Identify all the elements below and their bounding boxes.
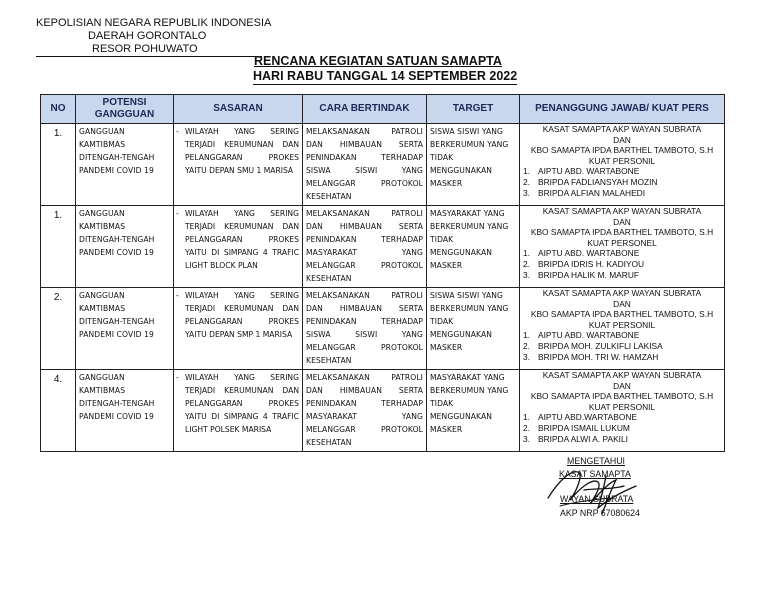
- pj-kasat: KASAT SAMAPTA AKP WAYAN SUBRATA: [542, 288, 702, 298]
- signature-approval-label: MENGETAHUI: [567, 456, 625, 466]
- pj-kuat: KUAT PERSONIL: [588, 401, 656, 412]
- pj-and: DAN: [613, 380, 631, 391]
- member-item: [522, 248, 722, 259]
- member-item: [522, 341, 722, 352]
- cell-target: MASYARAKAT YANG BERKERUMUN YANG TIDAK MENGGUNAKAN MASKER: [427, 206, 520, 288]
- sasaran-text: WILAYAH YANG SERING TERJADI KERUMUNAN DAN PELANGGARAN PROKES YAITU DI SIMPANG 4 TRAFIC LIGHT BLOCK PLAN: [185, 209, 299, 270]
- member-name: AIPTU ABD. WARTABONE: [538, 166, 640, 177]
- org-name: KEPOLISIAN NEGARA REPUBLIK INDONESIA: [36, 17, 272, 29]
- member-item: [522, 270, 722, 281]
- sasaran-text: WILAYAH YANG SERING TERJADI KERUMUNAN DAN PELANGGARAN PROKES YAITU DEPAN SMU 1 MARISA: [185, 127, 299, 175]
- col-header-pj: PENANGGUNG JAWAB/ KUAT PERS: [520, 95, 725, 124]
- pj-kbo: KBO SAMAPTA IPDA BARTHEL TAMBOTO, S.H: [530, 309, 714, 320]
- cell-potensi: GANGGUAN KAMTIBMAS DITENGAH-TENGAH PANDEMI COVID 19: [76, 370, 174, 452]
- member-item: [522, 412, 722, 423]
- col-header-target: TARGET: [427, 95, 520, 124]
- pj-and: DAN: [613, 298, 631, 309]
- member-number: 2.: [523, 340, 530, 351]
- member-number: 3.: [523, 269, 530, 280]
- member-number: 2.: [523, 176, 530, 187]
- table-row: [41, 370, 725, 452]
- member-number: 3.: [523, 187, 530, 198]
- member-name: BRIPDA MOH. TRI W. HAMZAH: [538, 351, 659, 362]
- member-name: AIPTU ABD.WARTABONE: [538, 412, 637, 423]
- pj-kuat: KUAT PERSONIL: [588, 319, 656, 330]
- col-header-no: NO: [41, 95, 76, 124]
- pj-kbo: KBO SAMAPTA IPDA BARTHEL TAMBOTO, S.H: [530, 145, 714, 156]
- cell-sasaran: [174, 124, 303, 206]
- pj-and: DAN: [613, 216, 631, 227]
- member-number: 3.: [523, 351, 530, 362]
- member-name: BRIPDA HALIK M. MARUF: [538, 269, 639, 280]
- document-date: HARI RABU TANGGAL 14 SEPTEMBER 2022: [253, 69, 518, 83]
- cell-pj: [520, 288, 725, 370]
- cell-potensi: GANGGUAN KAMTIBMAS DITENGAH-TENGAH PANDEMI COVID 19: [76, 206, 174, 288]
- pj-kbo: KBO SAMAPTA IPDA BARTHEL TAMBOTO, S.H: [530, 391, 714, 402]
- member-name: BRIPDA ISMAIL LUKUM: [538, 422, 630, 433]
- cell-target: MASYARAKAT YANG BERKERUMUN YANG TIDAK MENGGUNAKAN MASKER: [427, 370, 520, 452]
- pj-and: DAN: [613, 134, 631, 145]
- table-row: [41, 206, 725, 288]
- cell-cara: MELAKSANAKAN PATROLI DAN HIMBAUAN SERTA PENINDAKAN TERHADAP MASYARAKAT YANG MELANGGAR PROTOKOL KESEHATAN: [303, 370, 427, 452]
- member-number: 1.: [523, 248, 530, 259]
- member-item: [522, 177, 722, 188]
- member-number: 1.: [523, 330, 530, 341]
- cell-target: SISWA SISWI YANG BERKERUMUN YANG TIDAK MENGGUNAKAN MASKER: [427, 288, 520, 370]
- cell-no: 2.: [41, 288, 76, 370]
- member-item: [522, 352, 722, 363]
- cell-no: 1.: [41, 124, 76, 206]
- member-item: [522, 330, 722, 341]
- member-name: BRIPDA IDRIS H. KADIYOU: [538, 258, 645, 269]
- member-name: AIPTU ABD. WARTABONE: [538, 248, 640, 259]
- member-number: 2.: [523, 258, 530, 269]
- member-name: BRIPDA ALFIAN MALAHEDI: [538, 187, 646, 198]
- cell-cara: MELAKSANAKAN PATROLI DAN HIMBAUAN SERTA PENINDAKAN TERHADAP MASYARAKAT YANG MELANGGAR PROTOKOL KESEHATAN: [303, 206, 427, 288]
- org-region: DAERAH GORONTALO: [88, 30, 207, 42]
- member-name: AIPTU ABD. WARTABONE: [538, 330, 640, 341]
- cell-target: SISWA SISWI YANG BERKERUMUN YANG TIDAK MENGGUNAKAN MASKER: [427, 124, 520, 206]
- cell-potensi: GANGGUAN KAMTIBMAS DITENGAH-TENGAH PANDEMI COVID 19: [76, 124, 174, 206]
- table-row: [41, 124, 725, 206]
- cell-sasaran: [174, 206, 303, 288]
- member-item: [522, 166, 722, 177]
- table-header-row: [41, 95, 725, 124]
- cell-sasaran: [174, 370, 303, 452]
- document-title: RENCANA KEGIATAN SATUAN SAMAPTA: [254, 54, 502, 68]
- cell-no: 1.: [41, 206, 76, 288]
- cell-pj: [520, 206, 725, 288]
- cell-no: 4.: [41, 370, 76, 452]
- bullet-dash: -: [176, 291, 179, 300]
- table-row: [41, 288, 725, 370]
- signature-rank-nrp: AKP NRP 67080624: [560, 508, 640, 518]
- cell-sasaran: [174, 288, 303, 370]
- pj-kasat: KASAT SAMAPTA AKP WAYAN SUBRATA: [542, 206, 702, 216]
- cell-pj: [520, 124, 725, 206]
- pj-kasat: KASAT SAMAPTA AKP WAYAN SUBRATA: [542, 370, 702, 380]
- member-number: 2.: [523, 422, 530, 433]
- member-item: [522, 434, 722, 445]
- pj-kbo: KBO SAMAPTA IPDA BARTHEL TAMBOTO, S.H: [530, 227, 714, 238]
- member-item: [522, 259, 722, 270]
- col-header-potensi: POTENSI GANGGUAN: [76, 95, 174, 124]
- signature-name: WAYAN SUBRATA: [560, 494, 634, 504]
- member-item: [522, 188, 722, 199]
- bullet-dash: -: [176, 373, 179, 382]
- sasaran-text: WILAYAH YANG SERING TERJADI KERUMUNAN DAN PELANGGARAN PROKES YAITU DEPAN SMP 1 MARISA: [185, 291, 299, 339]
- col-header-cara: CARA BERTINDAK: [303, 95, 427, 124]
- header-divider: [36, 56, 262, 57]
- cell-pj: [520, 370, 725, 452]
- pj-kasat: KASAT SAMAPTA AKP WAYAN SUBRATA: [542, 124, 702, 134]
- bullet-dash: -: [176, 127, 179, 136]
- handwritten-signature: [540, 452, 650, 522]
- member-number: 1.: [523, 412, 530, 423]
- member-name: BRIPDA ALWI A. PAKILI: [538, 433, 628, 444]
- cell-cara: MELAKSANAKAN PATROLI DAN HIMBAUAN SERTA PENINDAKAN TERHADAP SISWA SISWI YANG MELANGGAR PROTOKOL KESEHATAN: [303, 124, 427, 206]
- member-name: BRIPDA MOH. ZULKIFLI LAKISA: [538, 340, 663, 351]
- sasaran-text: WILAYAH YANG SERING TERJADI KERUMUNAN DAN PELANGGARAN PROKES YAITU DI SIMPANG 4 TRAFIC LIGHT POLSEK MARISA: [185, 373, 299, 434]
- member-number: 1.: [523, 166, 530, 177]
- cell-potensi: GANGGUAN KAMTIBMAS DITENGAH-TENGAH PANDEMI COVID 19: [76, 288, 174, 370]
- bullet-dash: -: [176, 209, 179, 218]
- org-unit: RESOR POHUWATO: [92, 43, 198, 55]
- pj-kuat: KUAT PERSONIL: [588, 155, 656, 166]
- col-header-sasaran: SASARAN: [174, 95, 303, 124]
- member-item: [522, 423, 722, 434]
- pj-kuat: KUAT PERSONEL: [587, 237, 657, 248]
- cell-cara: MELAKSANAKAN PATROLI DAN HIMBAUAN SERTA PENINDAKAN TERHADAP SISWA SISWI YANG MELANGGAR PROTOKOL KESEHATAN: [303, 288, 427, 370]
- activity-table: [40, 94, 725, 452]
- member-number: 3.: [523, 433, 530, 444]
- signature-position: KASAT SAMAPTA: [559, 469, 631, 479]
- member-name: BRIPDA FADLIANSYAH MOZIN: [538, 176, 658, 187]
